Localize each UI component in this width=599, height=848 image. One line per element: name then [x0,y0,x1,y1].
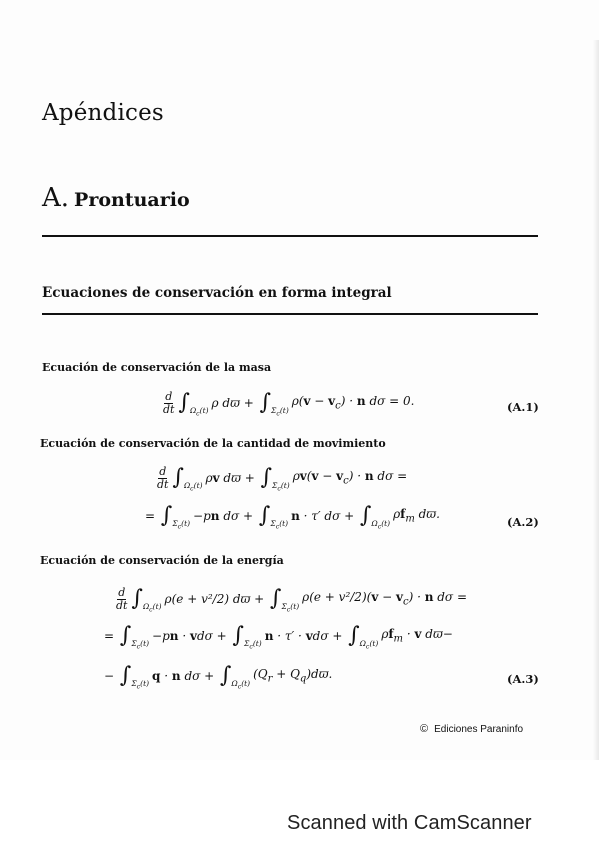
page-edge-shadow [593,40,599,760]
equation-label-momentum: Ecuación de conservación de la cantidad de movimiento [40,437,386,450]
publisher-name: Ediciones Paraninfo [434,723,524,735]
equation-number-a3: (A.3) [507,672,539,686]
derivative-operator: $\frac{d}{dt}$ [116,586,128,612]
equation-label-mass: Ecuación de conservación de la masa [42,361,272,374]
publisher-credit [420,723,523,735]
divider-top [42,235,538,237]
derivative-operator: $\frac{d}{dt}$ [163,390,175,416]
equation-number-a2: (A.2) [507,515,539,529]
appendix-letter: A. [42,183,70,213]
section-title: Ecuaciones de conservación en forma integral [42,285,392,301]
equation-mass-line-1: $\frac{d}{dt}$ ∫ $\Omega_c(t)$ ρ dϖ + ∫ $\Sigma_c(t)$ $\rho(v - v_c) \cdot n$ dσ = 0. [163,390,415,418]
equation-number-a1: (A.1) [507,400,539,414]
chapter-title: Apéndices [42,100,164,126]
divider-section [42,313,538,315]
appendix-heading [42,183,190,213]
scanner-watermark: Scanned with CamScanner [287,812,532,834]
equation-momentum-line-2: = ∫ $\Sigma_c(t)$ −pn dσ + ∫ $\Sigma_c(t)$ n · τ′ dσ + ∫ $\Omega_c(t)$ $\rho f_m$ dϖ. [145,503,440,531]
equation-momentum-line-1: $\frac{d}{dt}$ ∫ $\Omega_c(t)$ ρv dϖ + ∫ $\Sigma_c(t)$ $\rho v(v - v_c) \cdot n$ dσ = [157,465,408,493]
equation-energy-line-1: $\frac{d}{dt}$ ∫ $\Omega_c(t)$ ρ(e + v²/2) dϖ + ∫ $\Sigma_c(t)$ $\rho(e + v^2/2)(v - v_c) \cdot n$ dσ = [116,586,467,614]
appendix-name: Prontuario [74,189,190,211]
equation-energy-line-3: − ∫ $\Sigma_c(t)$ q · n dσ + ∫ $\Omega_c(t)$ $(Q_r + Q_q)dϖ$. [104,663,333,691]
equation-label-energy: Ecuación de conservación de la energía [40,554,284,567]
copyright-icon: © [420,723,429,735]
equation-energy-line-2: = ∫ $\Sigma_c(t)$ −pn · vdσ + ∫ $\Sigma_c(t)$ n · τ′ · vdσ + ∫ $\Omega_c(t)$ $\rho f_m \cdot v$ dϖ− [104,623,453,651]
derivative-operator: $\frac{d}{dt}$ [157,465,169,491]
